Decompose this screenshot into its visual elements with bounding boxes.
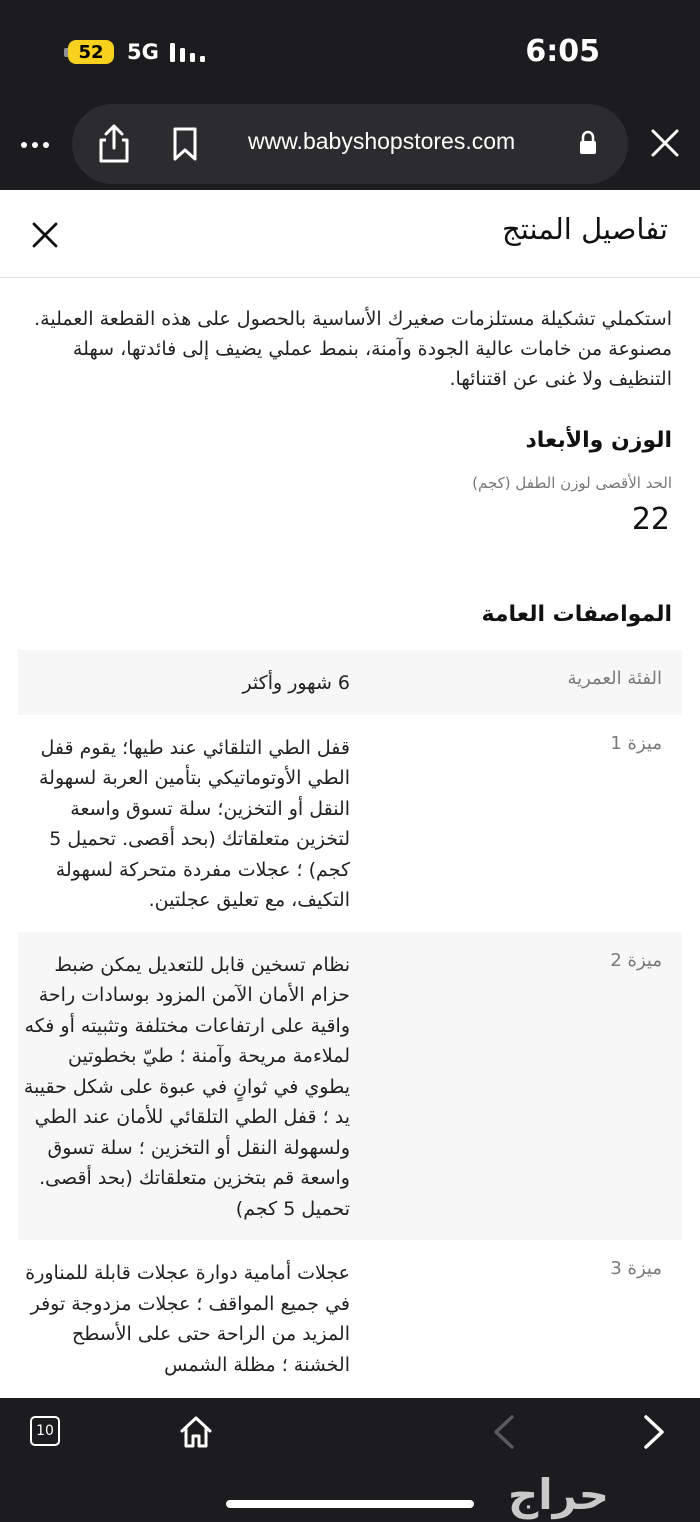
spec-key: ميزة 2 bbox=[610, 949, 662, 971]
max-weight-label: الحد الأقصى لوزن الطفل (كجم) bbox=[472, 474, 672, 492]
page-content bbox=[0, 190, 700, 1398]
forward-arrow-icon[interactable] bbox=[642, 1414, 668, 1450]
panel-title: تفاصيل المنتج bbox=[501, 212, 668, 246]
url-text[interactable]: www.babyshopstores.com bbox=[248, 128, 516, 154]
spec-value: عجلات أمامية دوارة عجلات قابلة للمناورة في جميع المواقف ؛ عجلات مزدوجة توفر المزيد من الراحة حتى على الأسطح الخشنة ؛ مظلة الشمس bbox=[25, 1262, 350, 1376]
spec-key: ميزة 1 bbox=[610, 732, 662, 754]
spec-value: قفل الطي التلقائي عند طيها؛ يقوم قفل الطي الأوتوماتيكي بتأمين العربة لسهولة النقل أو التخزين؛ سلة تسوق واسعة لتخزين متعلقاتك (بحد أقصى. تحميل 5 كجم) ؛ عجلات مفردة متحركة لسهولة التكيف، مع تعليق عجلتين. bbox=[38, 736, 350, 911]
close-icon[interactable] bbox=[648, 126, 682, 160]
spec-row bbox=[18, 1240, 682, 1396]
battery-indicator: 52 bbox=[68, 40, 114, 64]
panel-close-icon[interactable] bbox=[30, 220, 60, 250]
specs-table bbox=[18, 650, 682, 1396]
max-weight-value: 22 bbox=[631, 502, 670, 537]
panel-header bbox=[0, 190, 700, 278]
share-icon[interactable] bbox=[96, 124, 132, 164]
product-description: استكملي تشكيلة مستلزمات صغيرك الأساسية بالحصول على هذه القطعة العملية. مصنوعة من خامات عالية الجودة وآمنة، بنمط عملي يضيف إلى فائدتها، سهلة التنظيف ولا غنى عن اقتنائها. bbox=[34, 308, 672, 390]
watermark-logo: حراج bbox=[508, 1470, 610, 1519]
weight-section-heading: الوزن والأبعاد bbox=[525, 428, 672, 453]
spec-row bbox=[18, 650, 682, 715]
spec-value: نظام تسخين قابل للتعديل يمكن ضبط حزام الأمان الآمن المزود بوسادات راحة واقية على ارتفاعات مختلفة وتثبيته أو فكه لملاءمة مريحة وآمنة ؛ طيّ بخطوتين يطوي في ثوانٍ في عبوة على شكل حقيبة يد ؛ قفل الطي التلقائي للأمان عند الطي ولسهولة النقل أو التخزين ؛ سلة تسوق واسعة قم بتخزين متعلقاتك (بحد أقصى. تحميل 5 كجم) bbox=[23, 953, 350, 1220]
spec-row bbox=[18, 715, 682, 932]
lock-icon bbox=[578, 130, 598, 156]
home-indicator[interactable] bbox=[226, 1500, 474, 1508]
spec-key: ميزة 3 bbox=[610, 1258, 662, 1279]
more-options-icon[interactable] bbox=[18, 128, 52, 162]
spec-row bbox=[18, 932, 682, 1241]
back-arrow-icon[interactable] bbox=[490, 1414, 516, 1450]
bookmark-icon[interactable] bbox=[170, 126, 200, 162]
network-type: 5G bbox=[127, 40, 159, 64]
status-bar bbox=[0, 0, 700, 100]
tabs-count-button[interactable]: 10 bbox=[30, 1416, 60, 1446]
home-icon[interactable] bbox=[178, 1414, 214, 1450]
signal-bars-icon bbox=[170, 40, 206, 64]
spec-value: 6 شهور وأكثر bbox=[242, 672, 350, 694]
specs-section-heading: المواصفات العامة bbox=[481, 602, 672, 627]
spec-key: الفئة العمرية bbox=[567, 668, 662, 689]
clock: 6:05 bbox=[525, 34, 600, 69]
